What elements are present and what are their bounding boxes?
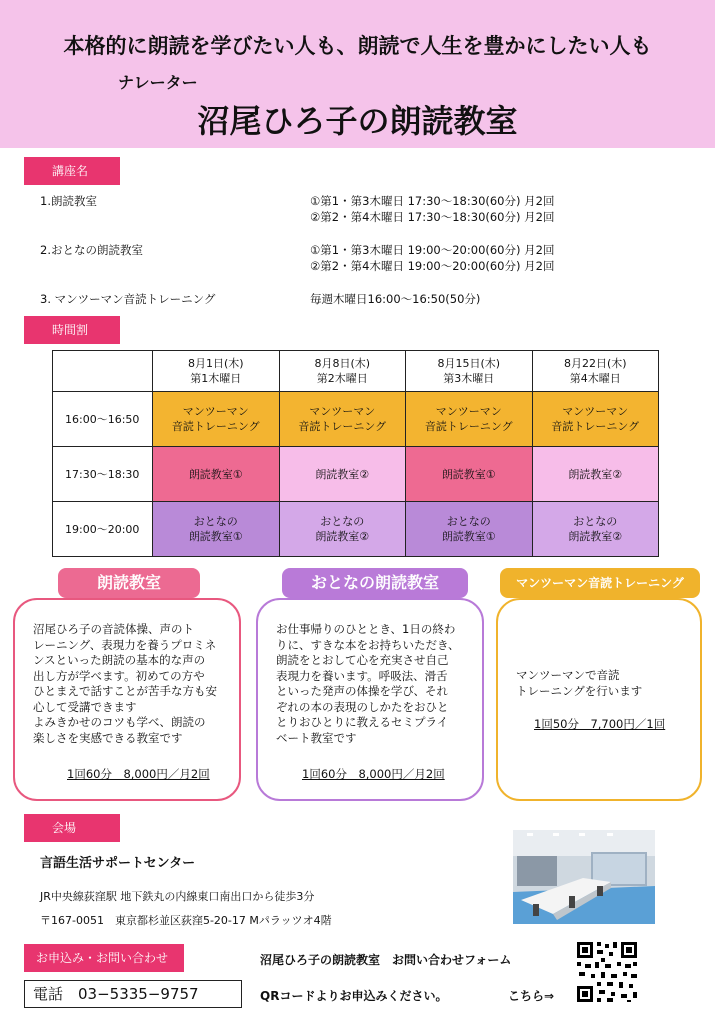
week-label: 第4木曜日: [569, 372, 621, 385]
class-cell: おとなの 朗読教室②: [279, 502, 406, 557]
card-title-adult: おとなの朗読教室: [282, 568, 468, 598]
card-price: 1回60分 8,000円／月2回: [302, 767, 445, 781]
phone-box: [24, 980, 242, 1008]
page-title: 沼尾ひろ子の朗読教室: [197, 102, 518, 140]
class-cell: 朗読教室①: [153, 447, 280, 502]
card-body: 沼尾ひろ子の音読体操、声のト レーニング、表現力を養うプロミネ ンスといった朗読の基本的な声の 出し方が学べます。初めての方や ひとまえで話すことが苦手な方も安 心して受講できます よみきかせのコツも学べ、朗読の 楽しさを実感できる教室です: [33, 622, 217, 745]
header-banner: [0, 0, 715, 148]
course-2-schedule-1: ①第1・第3木曜日 19:00〜20:00(60分) 月2回: [310, 243, 555, 257]
week-label: 第3木曜日: [443, 372, 495, 385]
card-price: 1回50分 7,700円／1回: [534, 717, 666, 731]
class-cell: おとなの 朗読教室②: [532, 502, 659, 557]
venue-name: 言語生活サポートセンター: [40, 856, 196, 871]
date-header: [279, 351, 406, 392]
date-header: [153, 351, 280, 392]
time-slot: 17:30〜18:30: [53, 447, 153, 502]
date-header: [532, 351, 659, 392]
course-1-schedule-2: ②第2・第4木曜日 17:30〜18:30(60分) 月2回: [310, 210, 555, 224]
card-title-mantoman: マンツーマン音読トレーニング: [500, 568, 700, 598]
timetable-header-row: [53, 351, 659, 392]
time-slot: 19:00〜20:00: [53, 502, 153, 557]
class-cell: マンツーマン 音読トレーニング: [532, 392, 659, 447]
class-cell: 朗読教室②: [279, 447, 406, 502]
card-title-reading: 朗読教室: [58, 568, 200, 598]
course-3-schedule: 毎週木曜日16:00〜16:50(50分): [310, 292, 481, 306]
qr-instruction: QRコードよりお申込みください。: [260, 989, 448, 1003]
course-name-2: 2.おとなの朗読教室: [40, 243, 143, 257]
card-body: お仕事帰りのひととき、1日の終わ りに、すきな本をお持ちいただき、 朗読をとおして心を充実させ自己 表現力を養います。呼吸法、滑舌 といった発声の体操を学び、それ ぞれの本の表現のしかたをおひと とりおひとりに教えるセミプライ ベート教室です: [276, 622, 460, 745]
date-label: 8月1日(木): [187, 357, 244, 370]
card-mantoman: [496, 598, 702, 801]
time-slot: 16:00〜16:50: [53, 392, 153, 447]
courses-tag: 講座名: [24, 157, 120, 185]
class-cell: マンツーマン 音読トレーニング: [406, 392, 533, 447]
phone-number: 電話 03−5335−9757: [33, 985, 199, 1003]
class-cell: おとなの 朗読教室①: [406, 502, 533, 557]
header-role: ナレーター: [118, 73, 198, 92]
class-cell: マンツーマン 音読トレーニング: [153, 392, 280, 447]
qr-pointer[interactable]: こちら⇒: [508, 989, 555, 1003]
timetable-row: [53, 447, 659, 502]
contact-form-line: 沼尾ひろ子の朗読教室 お問い合わせフォーム: [260, 953, 512, 967]
venue-access: JR中央線荻窪駅 地下鉄丸の内線東口南出口から徒歩3分: [40, 890, 315, 903]
class-cell: 朗読教室②: [532, 447, 659, 502]
card-adult-class: [256, 598, 484, 801]
timetable: [52, 350, 659, 557]
class-cell: おとなの 朗読教室①: [153, 502, 280, 557]
venue-tag: 会場: [24, 814, 120, 842]
date-header: [406, 351, 533, 392]
timetable-row: [53, 392, 659, 447]
course-1-schedule-1: ①第1・第3木曜日 17:30〜18:30(60分) 月2回: [310, 194, 555, 208]
timetable-corner: [53, 351, 153, 392]
date-label: 8月22日(木): [563, 357, 627, 370]
course-name-3: 3. マンツーマン音読トレーニング: [40, 292, 216, 306]
week-label: 第1木曜日: [190, 372, 242, 385]
timetable-tag: 時間割: [24, 316, 120, 344]
card-reading-class: [13, 598, 241, 801]
contact-tag: お申込み・お問い合わせ: [24, 944, 184, 972]
week-label: 第2木曜日: [316, 372, 368, 385]
venue-address: 〒167-0051 東京都杉並区荻窪5-20-17 Mパラッツオ4階: [40, 914, 332, 927]
timetable-row: [53, 502, 659, 557]
date-label: 8月8日(木): [314, 357, 371, 370]
card-price: 1回60分 8,000円／月2回: [67, 767, 210, 781]
course-name-1: 1.朗読教室: [40, 194, 97, 208]
course-2-schedule-2: ②第2・第4木曜日 19:00〜20:00(60分) 月2回: [310, 259, 555, 273]
class-cell: 朗読教室①: [406, 447, 533, 502]
card-body: マンツーマンで音読 トレーニングを行います: [516, 668, 643, 698]
qr-code-icon[interactable]: [575, 940, 639, 1004]
date-label: 8月15日(木): [437, 357, 501, 370]
header-tagline: 本格的に朗読を学びたい人も、朗読で人生を豊かにしたい人も: [63, 34, 652, 58]
class-cell: マンツーマン 音読トレーニング: [279, 392, 406, 447]
classroom-photo: [513, 830, 655, 924]
